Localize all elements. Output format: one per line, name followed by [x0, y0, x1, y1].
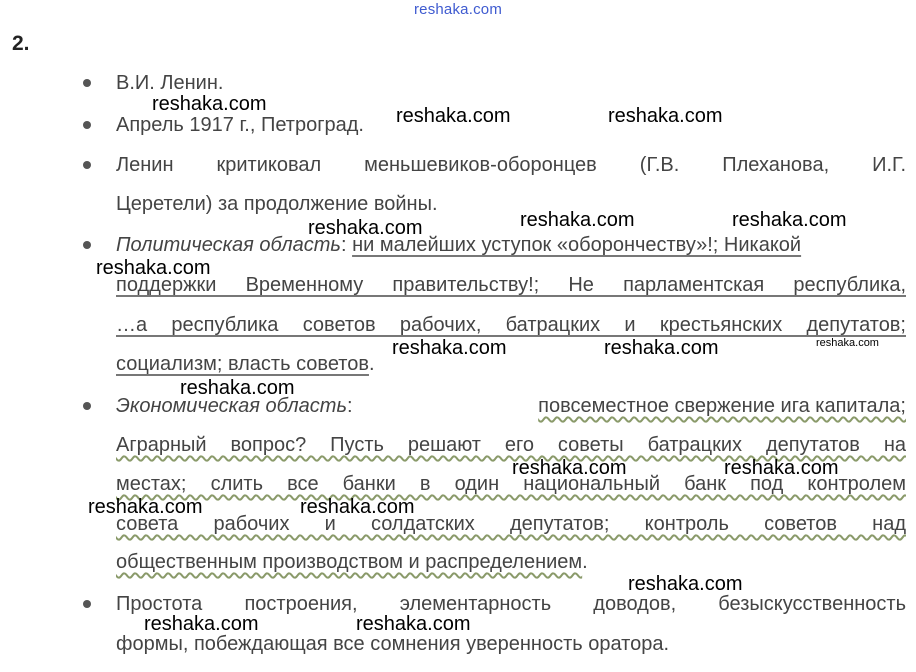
- list-item-text-line: [116, 352, 375, 376]
- watermark-text: reshaka.com: [604, 337, 719, 359]
- list-item-text-line: [116, 433, 906, 457]
- list-item-text-line: формы, побеждающая все сомнения уверенность оратора.: [116, 633, 670, 655]
- watermark-text: reshaka.com: [392, 337, 507, 359]
- list-item-text-line: Церетели) за продолжение войны.: [116, 193, 438, 215]
- period: .: [368, 353, 375, 375]
- header-watermark: reshaka.com: [413, 1, 503, 18]
- bullet-icon: [83, 161, 91, 169]
- underlined-text: социализм; власть советов: [116, 353, 369, 375]
- watermark-text: reshaka.com: [816, 337, 879, 349]
- bullet-icon: [83, 121, 91, 129]
- wavy-underlined-text: совета рабочих и солдатских депутатов; контроль советов над: [116, 513, 906, 535]
- watermark-text: reshaka.com: [732, 209, 847, 231]
- colon: :: [340, 234, 353, 256]
- bullet-icon: [83, 600, 91, 608]
- list-item-text-line: [116, 273, 906, 297]
- underlined-text: ни малейших уступок «оборончеству»!; Никакой: [352, 234, 802, 256]
- wavy-underlined-text: местах; слить все банки в один национальный банк под контролем: [116, 473, 906, 495]
- watermark-text: reshaka.com: [308, 217, 423, 239]
- bullet-icon: [83, 241, 91, 249]
- list-item-text-line: Ленин критиковал меньшевиков-оборонцев (Г.В. Плеханова, И.Г.: [116, 154, 906, 176]
- colon: :: [346, 395, 353, 417]
- period: .: [582, 551, 588, 573]
- list-item-text-line: [116, 512, 906, 536]
- watermark-text: reshaka.com: [300, 496, 415, 518]
- underlined-text: …а республика советов рабочих, батрацких и крестьянских депутатов;: [116, 314, 906, 336]
- question-number: 2.: [12, 32, 30, 55]
- watermark-text: reshaka.com: [396, 105, 511, 127]
- watermark-text: reshaka.com: [608, 105, 723, 127]
- list-item-text-line: [116, 233, 906, 257]
- section-label: Политическая область: [116, 234, 341, 256]
- watermark-text: reshaka.com: [628, 573, 743, 595]
- watermark-text: reshaka.com: [96, 257, 211, 279]
- watermark-text: reshaka.com: [512, 457, 627, 479]
- watermark-text: reshaka.com: [180, 377, 295, 399]
- wavy-underlined-text: повсеместное свержение ига капитала;: [538, 395, 906, 417]
- watermark-text: reshaka.com: [88, 496, 203, 518]
- watermark-text: reshaka.com: [356, 613, 471, 635]
- bullet-icon: [83, 79, 91, 87]
- list-item-text: Апрель 1917 г., Петроград.: [116, 114, 364, 136]
- wavy-underlined-text: Аграрный вопрос? Пусть решают его советы батрацких депутатов на: [116, 434, 906, 456]
- list-item-text-line: [116, 550, 588, 574]
- watermark-text: reshaka.com: [724, 457, 839, 479]
- list-item-text: В.И. Ленин.: [116, 72, 224, 94]
- bullet-icon: [83, 402, 91, 410]
- watermark-text: reshaka.com: [152, 93, 267, 115]
- watermark-text: reshaka.com: [144, 613, 259, 635]
- list-item-text-line: [116, 313, 906, 337]
- list-item-text-line: Простота построения, элементарность доводов, безыскусственность: [116, 593, 906, 615]
- wavy-underlined-text: общественным производством и распределением: [116, 551, 583, 573]
- underlined-text: поддержки Временному правительству!; Не парламентская республика,: [116, 274, 906, 296]
- watermark-text: reshaka.com: [520, 209, 635, 231]
- section-label: Экономическая область: [116, 395, 347, 417]
